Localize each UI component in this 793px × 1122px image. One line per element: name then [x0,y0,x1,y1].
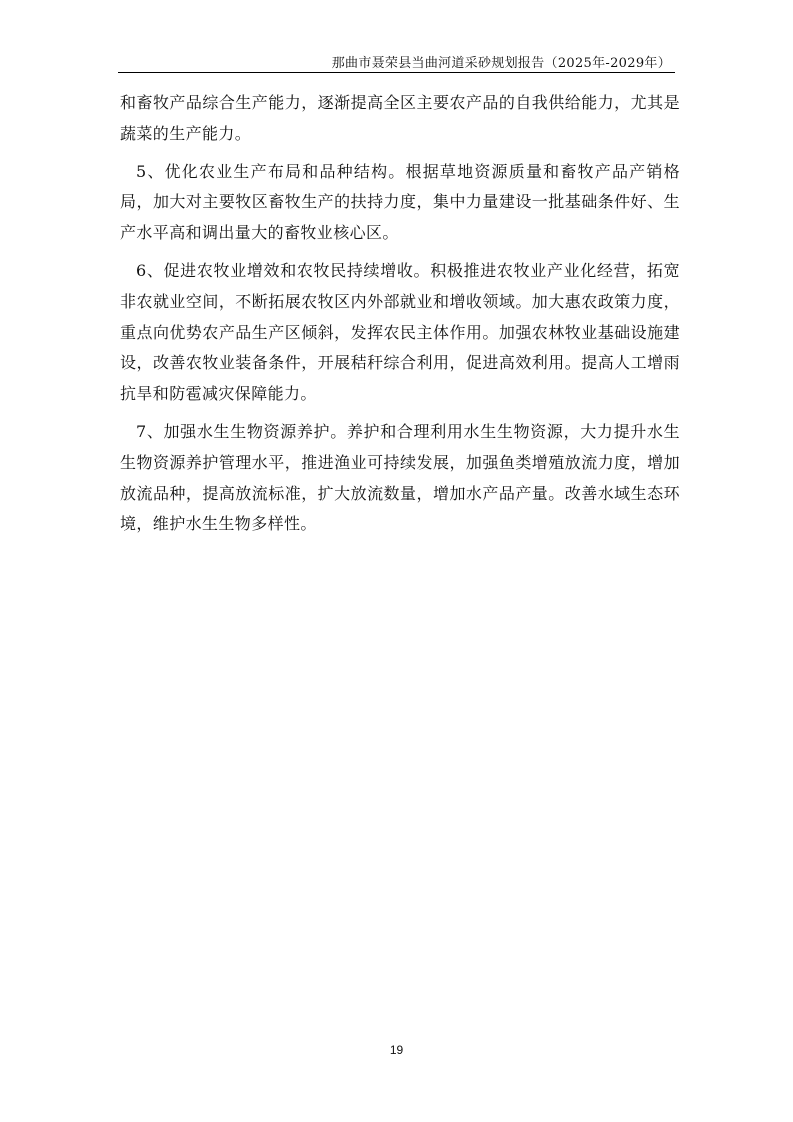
paragraph-item-6: 6、促进农牧业增效和农牧民持续增收。积极推进农牧业产业化经营，拓宽非农就业空间，不断拓展农牧区内外部就业和增收领域。加大惠农政策力度，重点向优势农产品生产区倾斜，发挥农民主体作用。加强农林牧业基础设施建设，改善农牧业装备条件，开展秸秆综合利用，促进高效利用。提高人工增雨抗旱和防雹减灾保障能力。 [120,260,680,404]
paragraph-continuation: 和畜牧产品综合生产能力，逐渐提高全区主要农产品的自我供给能力，尤其是蔬菜的生产能力。 [120,93,680,143]
header-title: 那曲市聂荣县当曲河道采砂规划报告（2025年-2029年） [331,56,671,71]
paragraph-item-5: 5、优化农业生产布局和品种结构。根据草地资源质量和畜牧产品产销格局，加大对主要牧区畜牧生产的扶持力度，集中力量建设一批基础条件好、生产水平高和调出量大的畜牧业核心区。 [120,161,680,243]
page-header [118,50,675,73]
body-text [120,88,680,547]
paragraph-item-7: 7、加强水生生物资源养护。养护和合理利用水生生物资源，大力提升水生生物资源养护管理水平，推进渔业可持续发展，加强鱼类增殖放流力度，增加放流品种，提高放流标准，扩大放流数量，增加水产品产量。改善水域生态环境，维护水生生物多样性。 [120,421,680,534]
page-number: 19 [389,1043,404,1057]
